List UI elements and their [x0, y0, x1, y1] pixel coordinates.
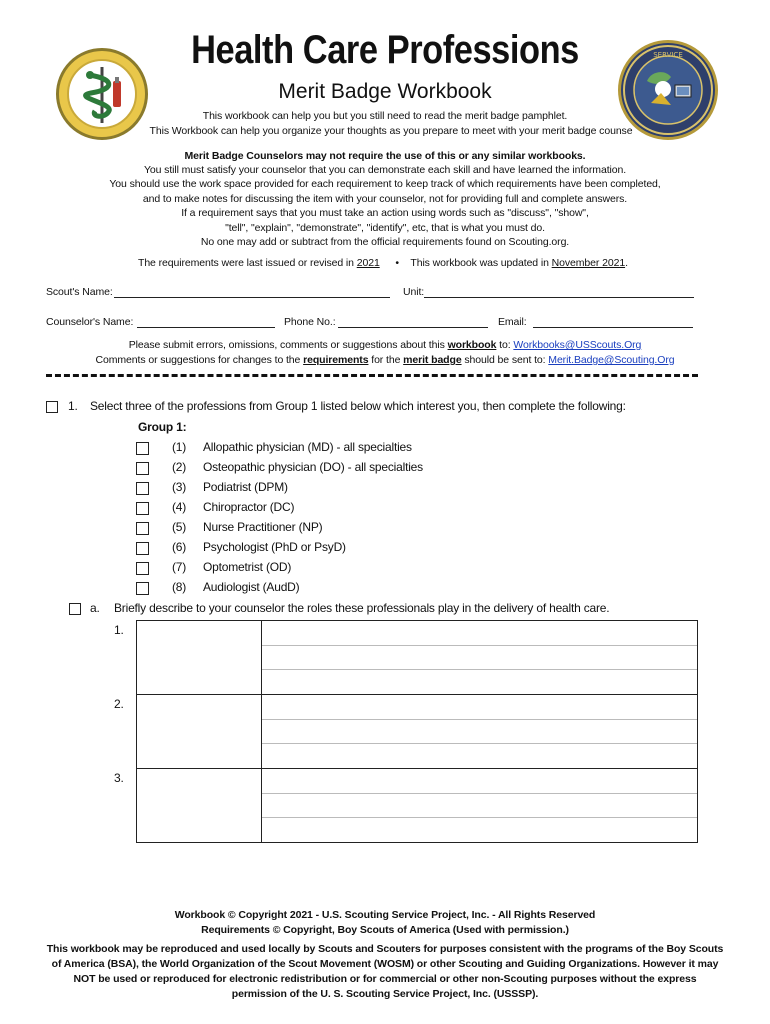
profession-number: (4): [172, 500, 187, 514]
writing-line: [262, 817, 697, 818]
profession-2-notes-cell[interactable]: [262, 695, 697, 768]
list-item: [136, 500, 536, 520]
profession-label: Optometrist (OD): [203, 560, 292, 574]
feedback-workbook-word: workbook: [447, 339, 497, 351]
feedback-merit-badge-word: merit badge: [403, 354, 462, 366]
profession-label: Osteopathic physician (DO) - all specialties: [203, 460, 423, 474]
notice-line-5: "tell", "explain", "demonstrate", "identify", etc, that is what you must do.: [225, 222, 545, 234]
writing-line: [262, 645, 697, 646]
intro-line-2: This Workbook can help you organize your thoughts as you prepare to meet with your merit badge counse: [149, 125, 633, 137]
writing-line: [262, 743, 697, 744]
profession-number: (7): [172, 560, 187, 574]
updated-suffix: .: [625, 257, 628, 269]
profession-number: (5): [172, 520, 187, 534]
unit-label: Unit:: [403, 286, 425, 298]
profession-8-checkbox[interactable]: [136, 582, 149, 595]
footer-license-line-1: This workbook may be reproduced and used locally by Scouts and Scouters for purposes consistent with the programs of the Boy Scouts: [46, 943, 724, 955]
profession-2-checkbox[interactable]: [136, 462, 149, 475]
svg-text:SERVICE: SERVICE: [653, 51, 683, 59]
profession-5-checkbox[interactable]: [136, 522, 149, 535]
list-item: [136, 480, 536, 500]
profession-7-checkbox[interactable]: [136, 562, 149, 575]
feedback-line-2: [0, 354, 770, 366]
requirement-1a-text: Briefly describe to your counselor the roles these professionals play in the delivery of health care.: [114, 601, 610, 615]
profession-label: Psychologist (PhD or PsyD): [203, 540, 346, 554]
unit-field[interactable]: [424, 297, 694, 298]
updated-prefix: This workbook was updated in: [410, 257, 552, 269]
footer-license-line-2: of America (BSA), the World Organization of the Scout Movement (WOSM) or other Scouting and Guiding Organizations. However it may: [51, 958, 719, 970]
intro-line-1: This workbook can help you but you still need to read the merit badge pamphlet.: [202, 110, 568, 122]
footer-copyright-requirements: Requirements © Copyright, Boy Scouts of America (Used with permission.): [201, 924, 569, 936]
footer-copyright-workbook: Workbook © Copyright 2021 - U.S. Scouting Service Project, Inc. - All Rights Reserved: [174, 909, 596, 921]
requirement-1-number: 1.: [68, 399, 78, 413]
answer-row-3-number: 3.: [114, 771, 124, 785]
profession-4-checkbox[interactable]: [136, 502, 149, 515]
scout-name-field[interactable]: [114, 297, 390, 298]
feedback-line1-prefix: Please submit errors, omissions, comments or suggestions about this: [128, 339, 448, 351]
writing-line: [262, 793, 697, 794]
notice-line-2: You should use the work space provided for each requirement to keep track of which requirements have been completed,: [109, 178, 661, 190]
email-field[interactable]: [533, 327, 693, 328]
dashed-divider: [46, 374, 698, 377]
profession-6-checkbox[interactable]: [136, 542, 149, 555]
profession-1-checkbox[interactable]: [136, 442, 149, 455]
bullet: •: [395, 257, 399, 269]
profession-label: Audiologist (AudD): [203, 580, 300, 594]
requirement-1-checkbox[interactable]: [46, 401, 58, 413]
profession-3-checkbox[interactable]: [136, 482, 149, 495]
answer-row-2-number: 2.: [114, 697, 124, 711]
notice-line-3: and to make notes for discussing the item with your counselor, not for providing full and complete answers.: [142, 193, 628, 205]
writing-line: [262, 669, 697, 670]
profession-number: (8): [172, 580, 187, 594]
notice-line-4: If a requirement says that you must take an action using words such as "discuss", "show",: [181, 207, 589, 219]
requirement-1a-letter: a.: [90, 601, 100, 615]
profession-list: [136, 440, 536, 600]
merit-badge-email-link[interactable]: Merit.Badge@Scouting.Org: [548, 354, 675, 366]
phone-label: Phone No.:: [284, 316, 336, 328]
profession-number: (1): [172, 440, 187, 454]
list-item: [136, 580, 536, 600]
counselor-name-field[interactable]: [137, 327, 275, 328]
answer-table: [136, 620, 698, 843]
profession-3-name-cell[interactable]: [137, 769, 261, 842]
list-item: [136, 440, 536, 460]
profession-2-name-cell[interactable]: [137, 695, 261, 768]
footer-license-line-3: NOT be used or reproduced for electronic redistribution or for commercial or other non-Scouting purposes without the express: [73, 973, 697, 985]
issued-prefix: The requirements were last issued or revised in: [138, 257, 357, 269]
counselor-label: Counselor's Name:: [46, 316, 134, 328]
notice-line-6: No one may add or subtract from the official requirements found on Scouting.org.: [200, 236, 570, 248]
profession-label: Podiatrist (DPM): [203, 480, 288, 494]
profession-number: (3): [172, 480, 187, 494]
requirement-1-text: Select three of the professions from Group 1 listed below which interest you, then complete the following:: [90, 399, 626, 413]
profession-number: (2): [172, 460, 187, 474]
profession-number: (6): [172, 540, 187, 554]
page-title: Health Care Professions: [191, 28, 579, 72]
email-label: Email:: [498, 316, 527, 328]
notice-heading: Merit Badge Counselors may not require the use of this or any similar workbooks.: [184, 150, 586, 162]
list-item: [136, 460, 536, 480]
issued-year: 2021: [356, 257, 380, 269]
workbooks-email-link[interactable]: Workbooks@USScouts.Org: [513, 339, 642, 351]
feedback-requirements-word: requirements: [303, 354, 369, 366]
profession-label: Allopathic physician (MD) - all specialties: [203, 440, 412, 454]
list-item: [136, 540, 536, 560]
group-1-label: Group 1:: [138, 420, 187, 434]
phone-field[interactable]: [338, 327, 488, 328]
requirement-1a-checkbox[interactable]: [69, 603, 81, 615]
feedback-line-1: [0, 339, 770, 351]
feedback-line1-mid: to:: [496, 339, 514, 351]
list-item: [136, 520, 536, 540]
list-item: [136, 560, 536, 580]
feedback-line2-mid2: should be sent to:: [461, 354, 549, 366]
profession-label: Chiropractor (DC): [203, 500, 295, 514]
answer-row-1-number: 1.: [114, 623, 124, 637]
scout-name-label: Scout's Name:: [46, 286, 113, 298]
footer-license-line-4: permission of the U. S. Scouting Service Project, Inc. (USSSP).: [231, 988, 539, 1000]
profession-1-name-cell[interactable]: [137, 621, 261, 694]
profession-3-notes-cell[interactable]: [262, 769, 697, 842]
feedback-line2-mid: for the: [368, 354, 404, 366]
page-subtitle: Merit Badge Workbook: [278, 80, 492, 103]
updated-date: November 2021: [551, 257, 626, 269]
profession-1-notes-cell[interactable]: [262, 621, 697, 694]
feedback-line2-prefix: Comments or suggestions for changes to the: [95, 354, 304, 366]
revision-line: [138, 257, 628, 269]
profession-label: Nurse Practitioner (NP): [203, 520, 323, 534]
notice-line-1: You still must satisfy your counselor that you can demonstrate each skill and have learned the information.: [143, 164, 627, 176]
writing-line: [262, 719, 697, 720]
